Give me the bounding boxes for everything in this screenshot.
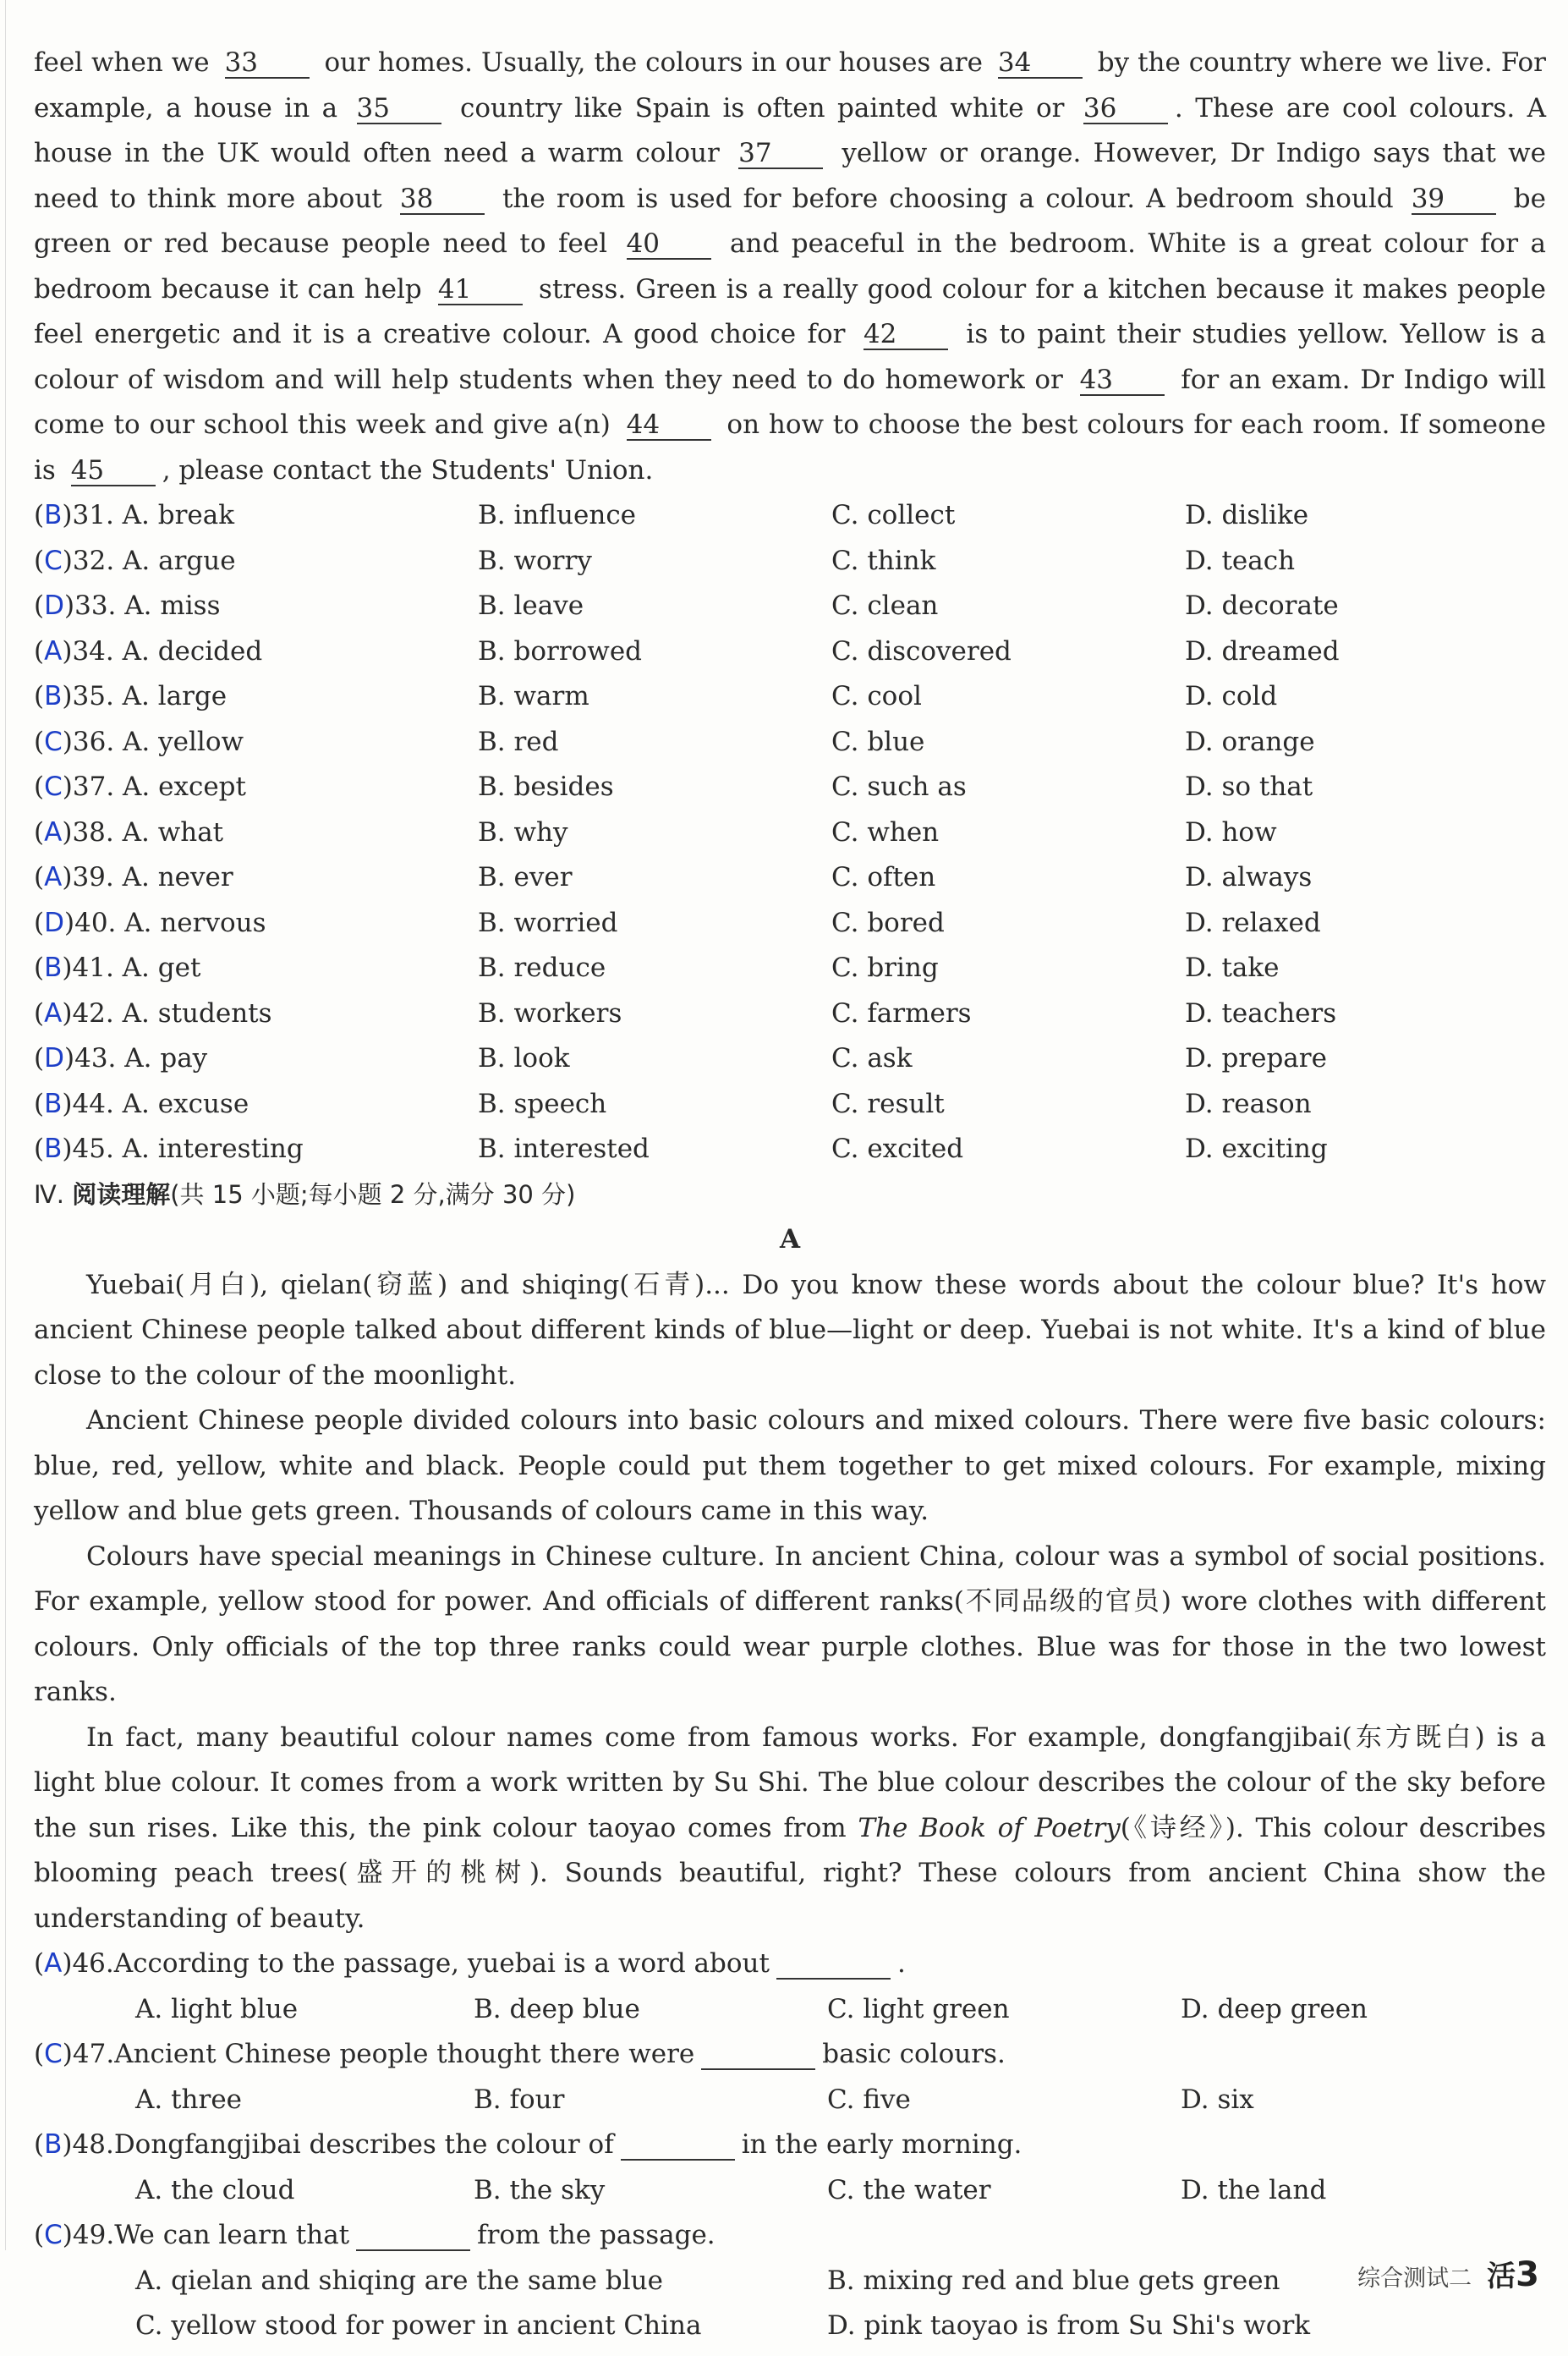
option-a: A. argue (123, 545, 236, 576)
option-b: B. mixing red and blue gets green (827, 2265, 1280, 2296)
option-a: A. excuse (122, 1088, 249, 1119)
book-title: The Book of Poetry (858, 1812, 1121, 1843)
section-heading (34, 1173, 1546, 1218)
paren-open: ( (34, 772, 45, 802)
question-text-end: . (896, 1948, 906, 1979)
blank-38: 38 (400, 184, 485, 215)
option-a: A. miss (124, 590, 221, 621)
reading-question-list (34, 1941, 1546, 2349)
options-row (34, 2259, 1546, 2304)
paren-open: ( (34, 2039, 45, 2069)
option-a: A. three (135, 2084, 243, 2115)
question-row (34, 1036, 1546, 1082)
question-row (34, 946, 1546, 991)
question-number: 35. (72, 681, 123, 711)
option-b: B. red (478, 726, 559, 757)
option-a: A. qielan and shiqing are the same blue (135, 2265, 663, 2296)
answer-mark: B (44, 953, 63, 983)
question-number: 41. (72, 953, 123, 983)
option-b: B. influence (478, 500, 637, 530)
option-c: C. yellow stood for power in ancient China (135, 2310, 702, 2341)
option-a: A. get (122, 953, 201, 983)
option-d: D. how (1185, 816, 1277, 848)
answer-mark: B (44, 1088, 63, 1119)
paren-open: ( (34, 953, 45, 983)
paren-close: ) (63, 590, 75, 621)
question-number: 31. (72, 500, 123, 530)
option-d: D. orange (1185, 726, 1315, 757)
section-title: 阅读理解 (72, 1179, 171, 1209)
option-a: A. nervous (124, 907, 266, 938)
question-stem (34, 1036, 478, 1082)
answer-mark: C (44, 772, 63, 802)
passage-text: for an exam. Dr Indigo will come to our school this week and give a(n) (34, 364, 1546, 440)
answer-blank (776, 1949, 891, 1980)
blank-35: 35 (357, 94, 441, 124)
option-c: C. blue (831, 726, 925, 757)
option-b: B. four (474, 2084, 565, 2115)
option-b: B. ever (478, 862, 573, 892)
option-a: A. except (123, 772, 246, 802)
passage-text: and peaceful in the bedroom. White is a great colour for a bedroom because it can help (34, 228, 1546, 305)
question-stem (34, 901, 478, 947)
question-number: 48. (72, 2129, 114, 2160)
passage-text: on how to choose the best colours for each room. If someone is (34, 409, 1546, 486)
paragraph-4-text-b: (《诗经》). This colour describes blooming peach trees(盛开的桃树). Sounds beautiful, right? These colours from ancient China show the understanding of beauty. (34, 1812, 1547, 1934)
paren-close: ) (62, 2129, 73, 2160)
option-d: D. cold (1185, 681, 1278, 711)
paren-close: ) (62, 2039, 73, 2069)
question-number: 44. (72, 1088, 123, 1119)
paren-open: ( (34, 681, 45, 711)
answer-mark: B (44, 1134, 63, 1164)
question-stem (34, 584, 478, 629)
paren-open: ( (34, 997, 45, 1029)
passage-paragraph-4 (34, 1716, 1546, 1942)
question-number: 40. (74, 907, 125, 938)
option-a: A. what (122, 816, 224, 848)
option-c: C. excited (831, 1134, 964, 1164)
passage-paragraph-1: Yuebai(月白), qielan(窃蓝) and shiqing(石青)... Do you know these words about the colour blue? It's how ancient Chinese people talked about different kinds of blue—light or deep. Yuebai is not white. It's a kind of blue close to the colour of the moonlight. (34, 1269, 1546, 1391)
answer-mark: D (44, 1043, 64, 1074)
question-row (34, 539, 1546, 585)
blank-43: 43 (1080, 365, 1165, 396)
options-row (34, 2168, 1546, 2214)
paren-open: ( (34, 1134, 45, 1164)
passage-paragraph-2: Ancient Chinese people divided colours into basic colours and mixed colours. There were five basic colours: blue, red, yellow, white and black. People could put them together to get mixed colours. For example, mixing yellow and blue gets green. Thousands of colours came in this way. (34, 1405, 1546, 1526)
option-c: C. ask (831, 1043, 913, 1074)
paren-close: ) (62, 1134, 73, 1164)
footer-brand (1487, 2253, 1539, 2300)
answer-mark: C (44, 2039, 63, 2069)
question-stem (34, 1127, 478, 1173)
blank-37: 37 (738, 139, 823, 169)
option-d: D. so that (1185, 772, 1313, 802)
passage-text: by the country where we live. For example, a house in a (34, 47, 1546, 124)
paren-close: ) (62, 1948, 73, 1979)
passage-text: be green or red because people need to feel (34, 183, 1546, 259)
paren-close: ) (63, 1043, 75, 1074)
question-stem (34, 493, 478, 539)
option-b: B. warm (478, 681, 589, 711)
option-d: D. pink taoyao is from Su Shi's work (827, 2310, 1311, 2341)
option-c: C. cool (831, 681, 922, 711)
paren-open: ( (34, 500, 45, 530)
question-number: 34. (72, 635, 123, 667)
blank-33: 33 (225, 48, 310, 79)
question-stem (34, 946, 478, 991)
question-row (34, 1127, 1546, 1173)
paren-close: ) (62, 681, 73, 711)
paren-open: ( (34, 545, 45, 576)
option-a: A. interesting (122, 1134, 304, 1164)
option-a: A. yellow (123, 726, 244, 757)
answer-blank (701, 2040, 815, 2070)
option-b: B. worry (478, 545, 592, 576)
answer-mark: B (44, 681, 63, 711)
section-note: (共 15 小题;每小题 2 分,满分 30 分) (170, 1179, 576, 1209)
paren-close: ) (62, 635, 73, 667)
question-stem (34, 855, 478, 901)
footer-label: 综合测试二 (1357, 2265, 1472, 2292)
paren-close: ) (63, 907, 75, 938)
paren-close: ) (62, 545, 73, 576)
question-number: 39. (72, 862, 123, 892)
option-d: D. the land (1181, 2174, 1327, 2205)
option-d: D. teachers (1185, 997, 1337, 1029)
option-a: A. break (122, 500, 235, 530)
answer-mark: A (44, 862, 63, 892)
options-row (34, 1987, 1546, 2033)
option-c: C. when (831, 816, 940, 848)
option-a: A. light blue (135, 1993, 299, 2024)
reading-question (34, 2213, 1546, 2259)
question-stem (34, 629, 478, 675)
question-number: 46. (72, 1948, 114, 1979)
blank-40: 40 (627, 229, 711, 260)
question-row (34, 1082, 1546, 1128)
answer-mark: A (44, 997, 63, 1029)
option-d: D. six (1181, 2084, 1254, 2115)
passage-text: our homes. Usually, the colours in our houses are (315, 47, 991, 78)
passage-text: , please contact the Students' Union. (162, 454, 654, 486)
question-stem (34, 539, 478, 585)
answer-mark: C (44, 545, 63, 576)
option-b: B. besides (478, 772, 614, 802)
option-d: D. relaxed (1185, 907, 1321, 938)
option-a: A. decided (122, 635, 263, 667)
option-d: D. prepare (1185, 1043, 1327, 1074)
paren-close: ) (62, 953, 73, 983)
option-d: D. reason (1185, 1088, 1312, 1119)
passage-text: the room is used for before choosing a colour. A bedroom should (491, 183, 1405, 214)
question-text: Dongfangjibai describes the colour of (113, 2129, 614, 2160)
paren-open: ( (34, 1088, 45, 1119)
question-row (34, 901, 1546, 947)
option-b: B. workers (478, 997, 622, 1029)
question-number: 42. (72, 997, 123, 1029)
option-c: C. such as (831, 772, 967, 802)
question-number: 45. (72, 1134, 123, 1164)
option-d: D. decorate (1185, 590, 1339, 621)
answer-mark: D (44, 907, 64, 938)
question-row (34, 720, 1546, 766)
option-b: B. the sky (474, 2174, 606, 2205)
worksheet-page (34, 41, 1546, 2349)
option-c: C. light green (827, 1993, 1010, 2024)
paren-open: ( (34, 862, 45, 892)
question-number: 38. (72, 816, 123, 848)
blank-45: 45 (71, 456, 156, 486)
paren-open: ( (34, 907, 45, 938)
blank-41: 41 (438, 275, 523, 305)
passage-text: yellow or orange. However, Dr Indigo says that we need to think more about (34, 138, 1546, 214)
option-a: A. students (122, 997, 272, 1029)
question-text-end: in the early morning. (741, 2129, 1022, 2160)
question-stem (34, 720, 478, 766)
answer-mark: B (44, 500, 63, 530)
option-c: C. result (831, 1088, 945, 1119)
option-b: B. worried (478, 907, 618, 938)
answer-mark: A (44, 635, 63, 667)
page-footer (1357, 2253, 1539, 2302)
option-c: C. collect (831, 500, 956, 530)
option-b: B. leave (478, 590, 584, 621)
passage-text: stress. Green is a really good colour for a kitchen because it makes people feel energetic and it is a creative colour. A good choice for (34, 273, 1547, 349)
options-row (34, 2078, 1546, 2123)
question-text: We can learn that (114, 2220, 350, 2250)
passage-text: . These are cool colours. A house in the UK would often need a warm colour (34, 92, 1546, 168)
blank-42: 42 (863, 320, 948, 350)
option-d: D. deep green (1181, 1993, 1368, 2024)
option-d: D. dreamed (1185, 635, 1340, 667)
option-a: A. pay (124, 1043, 208, 1074)
question-number: 33. (74, 590, 125, 621)
question-row (34, 765, 1546, 810)
paren-open: ( (34, 1043, 45, 1074)
blank-39: 39 (1412, 184, 1496, 215)
paren-close: ) (62, 816, 73, 848)
reading-question (34, 2032, 1546, 2078)
paragraph-4-text-a: In fact, many beautiful colour names come from famous works. For example, dongfangjibai(东方既白) is a light blue colour. It comes from a work written by Su Shi. The blue colour describes the colour of the sky before the sun rises. Like this, the pink colour taoyao comes from (34, 1722, 1546, 1843)
question-row (34, 584, 1546, 629)
answer-mark: A (44, 816, 63, 848)
question-row (34, 493, 1546, 539)
question-number: 37. (72, 772, 123, 802)
brand-char: 活 (1487, 2260, 1516, 2293)
question-stem (34, 810, 478, 856)
paren-close: ) (62, 997, 73, 1029)
option-b: B. interested (478, 1134, 650, 1164)
option-c: C. clean (831, 590, 939, 621)
option-b: B. speech (478, 1088, 607, 1119)
paren-open: ( (34, 2220, 45, 2250)
option-b: B. look (478, 1043, 570, 1074)
passage-text: is to paint their studies yellow. Yellow is a colour of wisdom and will help students when they need to do homework or (34, 319, 1547, 395)
question-number: 47. (72, 2039, 115, 2069)
cloze-passage (34, 41, 1546, 493)
paren-open: ( (34, 1948, 45, 1979)
paren-open: ( (34, 726, 45, 757)
question-row (34, 674, 1546, 720)
blank-34: 34 (998, 48, 1083, 79)
question-stem (34, 765, 478, 810)
passage-text: feel when we (34, 47, 218, 78)
option-d: D. teach (1185, 545, 1296, 576)
question-number: 49. (72, 2220, 115, 2250)
question-row (34, 629, 1546, 675)
option-c: C. bored (831, 907, 945, 938)
question-number: 32. (72, 545, 123, 576)
question-row (34, 991, 1546, 1037)
paren-close: ) (62, 862, 73, 892)
option-c: C. five (827, 2084, 911, 2115)
option-a: A. never (122, 862, 233, 892)
option-b: B. borrowed (478, 635, 643, 667)
page-edge-rule (5, 0, 6, 2250)
option-b: B. deep blue (474, 1993, 640, 2024)
question-number: 36. (72, 726, 123, 757)
answer-mark: B (44, 2129, 63, 2160)
paren-open: ( (34, 590, 45, 621)
option-c: C. think (831, 545, 936, 576)
answer-blank (356, 2221, 470, 2251)
passage-letter: A (779, 1224, 801, 1255)
question-stem (34, 674, 478, 720)
reading-question (34, 2123, 1546, 2168)
option-d: D. take (1185, 953, 1280, 983)
paren-close: ) (62, 2220, 73, 2250)
option-c: C. often (831, 862, 936, 892)
blank-44: 44 (627, 410, 711, 441)
passage-paragraph-3: Colours have special meanings in Chinese culture. In ancient China, colour was a symbol of social positions. For example, yellow stood for power. And officials of different ranks(不同品级的官员) wore clothes with different colours. Only officials of the top three ranks could wear purple clothes. Blue was for those in the two lowest ranks. (34, 1540, 1546, 1707)
option-b: B. reduce (478, 953, 606, 983)
paren-close: ) (62, 1088, 73, 1119)
answer-mark: C (44, 726, 63, 757)
option-c: C. farmers (831, 997, 972, 1029)
option-d: D. always (1185, 862, 1313, 892)
question-stem (34, 991, 478, 1037)
paren-open: ( (34, 635, 45, 667)
paren-open: ( (34, 816, 45, 848)
page-number: 3 (1516, 2255, 1539, 2294)
question-number: 43. (74, 1043, 125, 1074)
blank-36: 36 (1083, 94, 1168, 124)
question-text: Ancient Chinese people thought there were (114, 2039, 695, 2069)
option-d: D. dislike (1185, 500, 1309, 530)
answer-mark: A (44, 1948, 63, 1979)
option-a: A. the cloud (135, 2174, 295, 2205)
question-text-end: basic colours. (822, 2039, 1006, 2069)
option-c: C. bring (831, 953, 939, 983)
option-c: C. discovered (831, 635, 1012, 667)
section-number: Ⅳ. (34, 1179, 64, 1209)
option-b: B. why (478, 816, 568, 848)
question-row (34, 855, 1546, 901)
options-row (34, 2304, 1546, 2349)
paren-close: ) (62, 500, 73, 530)
passage-text: country like Spain is often painted white or (447, 92, 1077, 124)
paren-open: ( (34, 2129, 45, 2160)
question-text-end: from the passage. (477, 2220, 715, 2250)
reading-question (34, 1941, 1546, 1987)
answer-mark: C (44, 2220, 63, 2250)
question-stem (34, 1082, 478, 1128)
cloze-question-list (34, 493, 1546, 1173)
paren-close: ) (62, 772, 73, 802)
answer-blank (621, 2130, 735, 2161)
question-text: According to the passage, yuebai is a word about (113, 1948, 770, 1979)
answer-mark: D (44, 590, 64, 621)
option-c: C. the water (827, 2174, 991, 2205)
option-d: D. exciting (1185, 1134, 1328, 1164)
question-row (34, 810, 1546, 856)
paren-close: ) (62, 726, 73, 757)
option-a: A. large (122, 681, 228, 711)
